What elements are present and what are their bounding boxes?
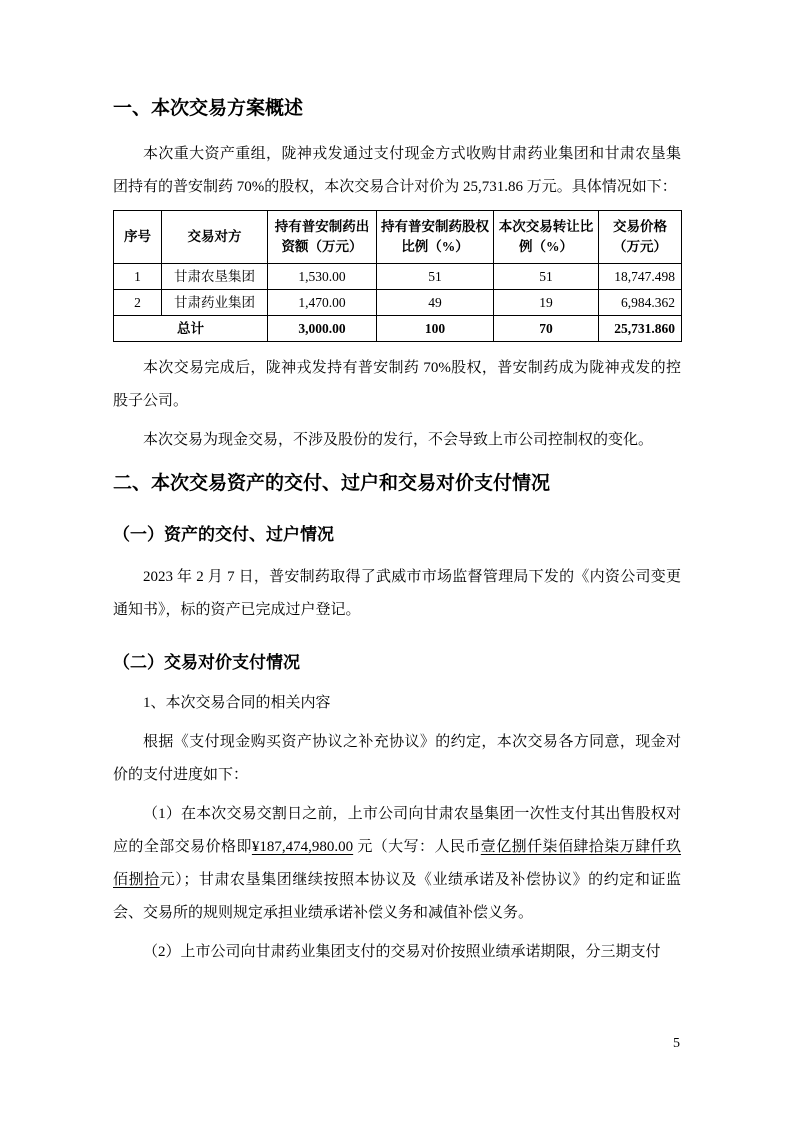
section-2-heading: 二、本次交易资产的交付、过户和交易对价支付情况: [113, 473, 551, 494]
table-total-row: [114, 316, 682, 342]
cell-equity-ratio: 49: [377, 290, 494, 316]
payment-text-segment-1: （1）在本次交易交割日之前，上市公司向甘肃农垦集团一次性支付其出售股权对应的全部交易价格即: [113, 806, 681, 855]
payment-amount-numeric: ¥187,474,980.00: [251, 839, 354, 855]
section-2-2-paragraph-2: [113, 798, 681, 930]
page-number: 5: [673, 1036, 680, 1051]
payment-text-segment-2: 元（大写：人民币: [353, 839, 481, 855]
cell-seq: 2: [114, 290, 162, 316]
cell-total-equity-ratio: 100: [377, 316, 494, 342]
cell-price: 18,747.498: [599, 264, 682, 290]
cell-total-price: 25,731.860: [599, 316, 682, 342]
cell-equity-ratio: 51: [377, 264, 494, 290]
col-header-capital: 持有普安制药出资额（万元）: [268, 211, 377, 264]
col-header-counterparty: 交易对方: [162, 211, 268, 264]
cell-total-label: 总计: [114, 316, 268, 342]
col-header-equity-ratio: 持有普安制药股权比例（%）: [377, 211, 494, 264]
section-2-2-paragraph-1: 根据《支付现金购买资产协议之补充协议》的约定，本次交易各方同意，现金对价的支付进度如下：: [113, 734, 681, 783]
cell-capital: 1,530.00: [268, 264, 377, 290]
table-row: [114, 264, 682, 290]
section-2-1-paragraph: 2023 年 2 月 7 日，普安制药取得了武威市市场监督管理局下发的《内资公司变更通知书》，标的资产已完成过户登记。: [113, 569, 681, 618]
table-row: [114, 290, 682, 316]
payment-amount-chinese: 壹亿捌仟柒佰肆拾柒万肆仟玖佰捌拾: [113, 839, 681, 888]
section-2-1-heading: （一）资产的交付、过户情况: [113, 525, 334, 544]
cell-price: 6,984.362: [599, 290, 682, 316]
section-2-2-heading: （二）交易对价支付情况: [113, 653, 300, 672]
transaction-summary-table: [113, 210, 682, 342]
payment-text-segment-3: 元）；甘肃农垦集团继续按照本协议及《业绩承诺及补偿协议》的约定和证监会、交易所的规则规定承担业绩承诺补偿义务和减值补偿义务。: [113, 872, 681, 921]
section-1-paragraph-1: 本次重大资产重组，陇神戎发通过支付现金方式收购甘肃药业集团和甘肃农垦集团持有的普安制药 70%的股权，本次交易合计对价为 25,731.86 万元。具体情况如下：: [113, 146, 681, 195]
section-1-paragraph-2: 本次交易完成后，陇神戎发持有普安制药 70%股权，普安制药成为陇神戎发的控股子公司。: [113, 360, 681, 409]
section-1-heading: 一、本次交易方案概述: [113, 98, 304, 119]
table-header-row: [114, 211, 682, 264]
col-header-seq: 序号: [114, 211, 162, 264]
cell-seq: 1: [114, 264, 162, 290]
cell-transfer-ratio: 51: [494, 264, 599, 290]
cell-transfer-ratio: 19: [494, 290, 599, 316]
col-header-transfer-ratio: 本次交易转让比例（%）: [494, 211, 599, 264]
document-content: [113, 96, 681, 975]
cell-counterparty: 甘肃农垦集团: [162, 264, 268, 290]
cell-total-transfer-ratio: 70: [494, 316, 599, 342]
cell-counterparty: 甘肃药业集团: [162, 290, 268, 316]
section-2-2-paragraph-3: （2）上市公司向甘肃药业集团支付的交易对价按照业绩承诺期限，分三期支付: [143, 944, 661, 960]
section-1-paragraph-3: 本次交易为现金交易，不涉及股份的发行，不会导致上市公司控制权的变化。: [143, 432, 654, 448]
col-header-price: 交易价格（万元）: [599, 211, 682, 264]
cell-total-capital: 3,000.00: [268, 316, 377, 342]
cell-capital: 1,470.00: [268, 290, 377, 316]
section-2-2-item-1: 1、本次交易合同的相关内容: [143, 695, 331, 711]
